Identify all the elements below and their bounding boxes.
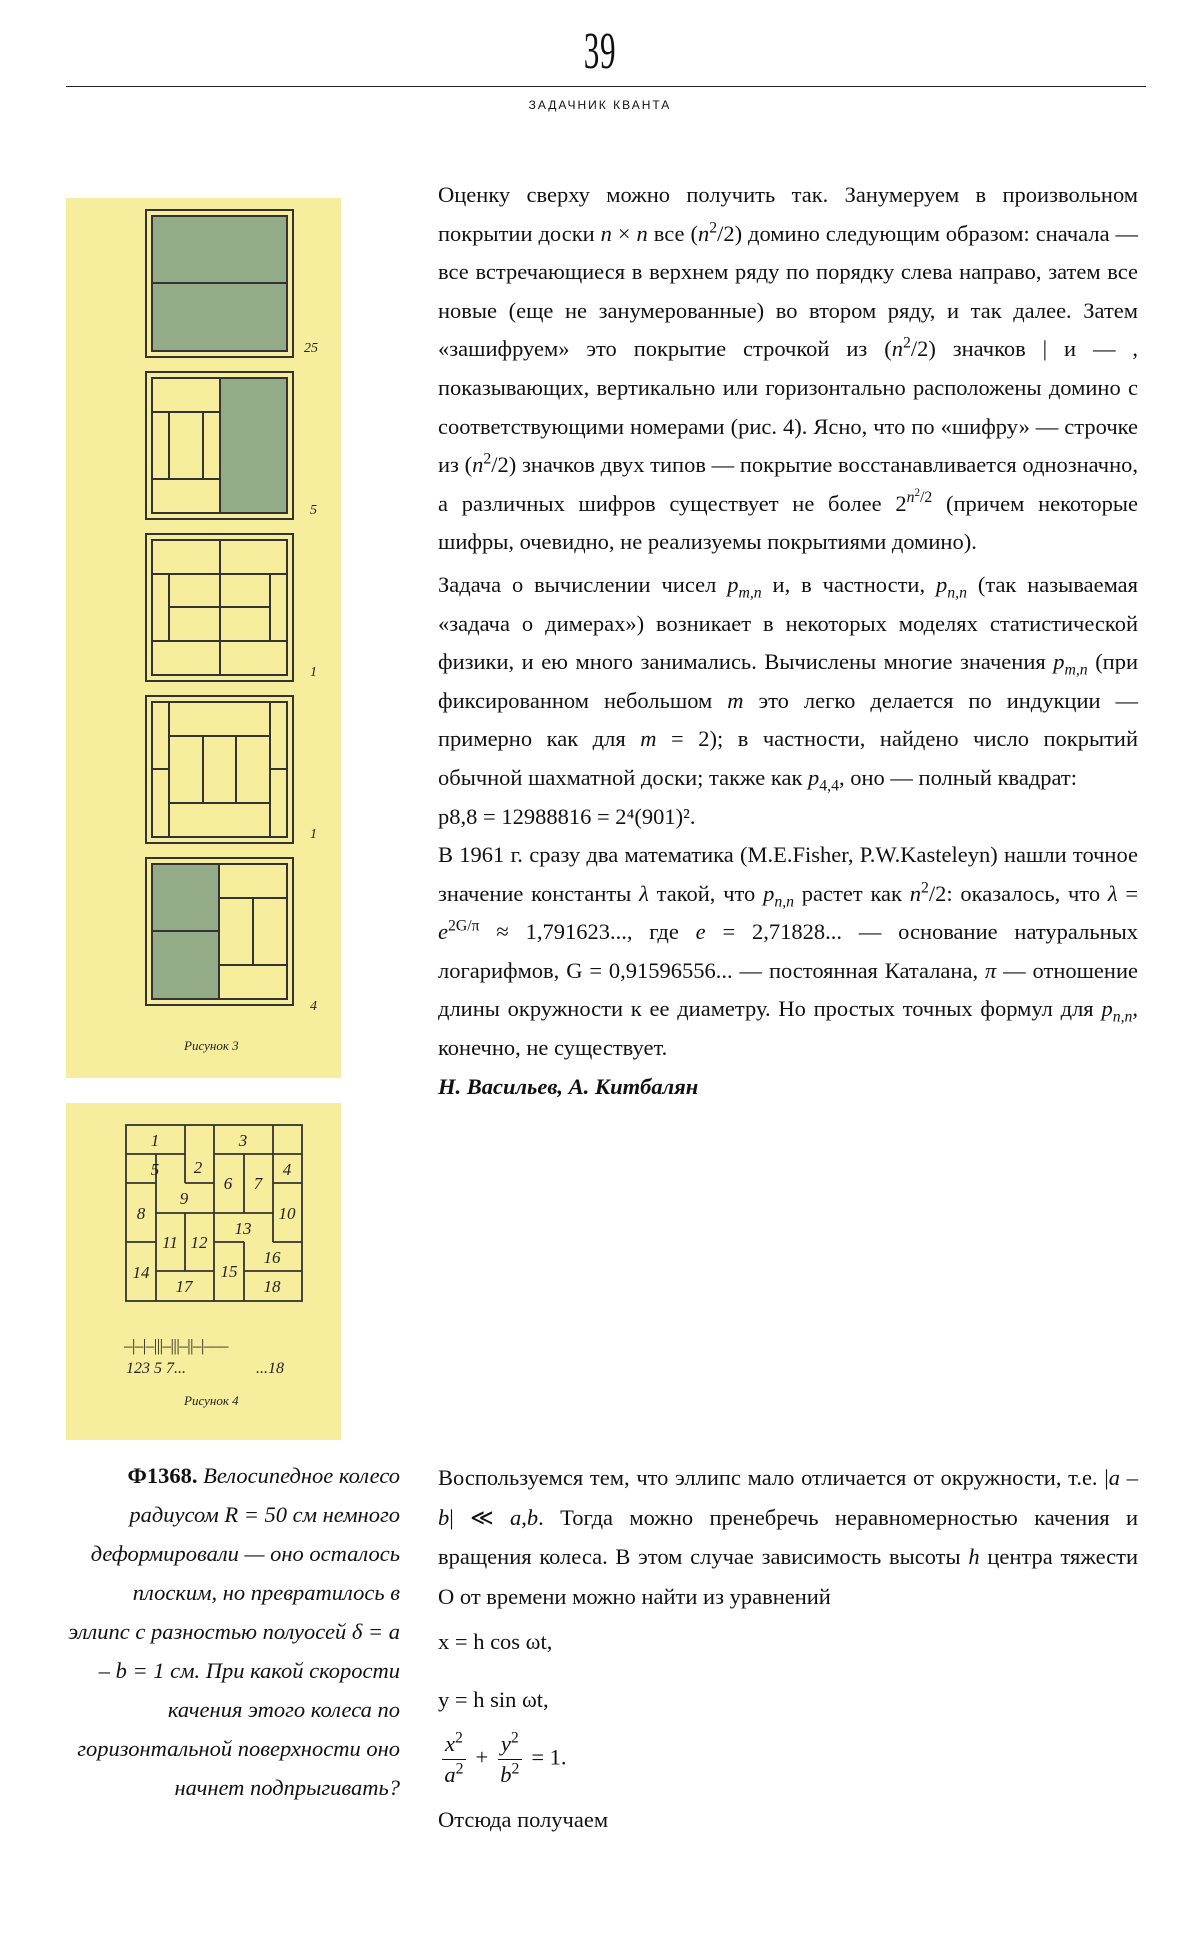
main-text-solution (438, 1458, 1138, 1840)
figure-4-panel (66, 1103, 341, 1440)
count-25: 25 (304, 341, 318, 356)
domino-6: 6 (223, 1174, 233, 1193)
board-1b-inner (152, 702, 287, 837)
equation-x: x = h cos ωt, (438, 1629, 553, 1654)
domino-16: 16 (263, 1248, 281, 1267)
domino-11: 11 (162, 1233, 178, 1252)
domino-3: 3 (238, 1131, 248, 1150)
problem-f1368 (66, 1456, 400, 1807)
figure-4-code-left: 123 5 7... (126, 1360, 186, 1377)
board-5-green (220, 378, 287, 513)
figure-3-panel (66, 198, 341, 1078)
equation-ellipse: $\frac{x^2}{a^2}$ + $\frac{y^2}{b^2}$ = 1. (438, 1729, 1138, 1790)
solution-conclusion: Отсюда получаем (438, 1807, 609, 1832)
domino-1: 1 (150, 1131, 160, 1150)
domino-13: 13 (234, 1219, 252, 1238)
domino-17: 17 (175, 1277, 193, 1296)
domino-2: 2 (193, 1158, 203, 1177)
count-5: 5 (310, 503, 317, 518)
domino-9: 9 (179, 1189, 189, 1208)
paragraph-dimers: Задача о вычислении чисел $p_{m,n}$ и, в частности, $p_{n,n}$ (так называемая «задача о димерах») возникает в некоторых моделях статистической физики, и ею много занимались. Вычислены многие значения $p_{m,n}$ (при фиксированном небольшом m это легко делается по индукции — примерно как для m = 2); в частности, найдено число покрытий обычной шахматной доски; также как $p_{4,4}$, оно — полный квадрат: (438, 571, 1139, 795)
figure-4-caption: Рисунок 4 (184, 1393, 239, 1408)
problem-id: Ф1368. (127, 1463, 198, 1488)
domino-8: 8 (136, 1204, 146, 1223)
count-4: 4 (310, 999, 317, 1014)
count-1a: 1 (310, 665, 317, 680)
paragraph-upper-bound: Оценку сверху можно получить так. Занумеруем в произвольном покрытии доски n × n все $(n^2/2)$ домино следующим образом: сначала — все встречающиеся в верхнем ряду по порядку слева направо, затем все новые (еще не занумерованные) во втором ряду, и так далее. Затем «зашифруем» это покрытие строчкой из $(n^2/2)$ значков | и — , показывающих, вертикально или горизонтально расположены домино с соответствующими номерами (рис. 4). Ясно, что по «шифру» — строчке из $(n^2/2)$ значков двух типов — покрытие восстанавливается однозначно, а различных шифров существует не более $2^{n^2/2}$ (причем некоторые шифры, очевидно, не реализуемы покрытиями домино). (438, 182, 1139, 555)
paragraph-solution: Воспользуемся тем, что эллипс мало отличается от окружности, т.е. |a – b| ≪ a,b. Тогда можно пренебречь неравномерностью качения и вращения колеса. В этом случае зависимость высоты h центра тяжести O от времени можно найти из уравнений (438, 1465, 1139, 1609)
authors: Н. Васильев, А. Китбалян (438, 1073, 699, 1099)
figure-4-drawing (66, 1103, 341, 1440)
domino-15: 15 (220, 1262, 238, 1281)
main-text-upper (438, 176, 1138, 1106)
figure-3-caption: Рисунок 3 (184, 1038, 239, 1053)
figure-3-drawing (66, 198, 341, 1078)
equation-y: y = h sin ωt, (438, 1686, 549, 1712)
count-1b: 1 (310, 827, 317, 842)
domino-10: 10 (278, 1204, 296, 1223)
domino-18: 18 (263, 1277, 281, 1296)
domino-14: 14 (132, 1263, 150, 1282)
problem-text-b: δ = a – b = 1 см. (98, 1619, 400, 1683)
domino-7: 7 (253, 1174, 263, 1193)
problem-text-a: Велосипедное колесо радиусом R = 50 см немного деформировали — оно осталось плоским, но превратилось в эллипс с разностью полуосей (68, 1463, 400, 1644)
running-head: ЗАДАЧНИК КВАНТА (528, 98, 672, 112)
figure-4-code-right: ...18 (256, 1360, 284, 1377)
domino-4: 4 (282, 1160, 292, 1179)
page-number: 39 (583, 23, 617, 80)
domino-5: 5 (150, 1160, 160, 1179)
formula-p88: p8,8 = 12988816 = 2⁴(901)². (438, 803, 696, 829)
domino-12: 12 (190, 1233, 208, 1252)
problem-text-c: При какой скорости качения этого колеса по горизонтальной поверхности оно начнет подпрыгивать? (77, 1658, 400, 1800)
figure-4-code: –|–|–|||–|||–||–|––– (124, 1336, 228, 1355)
paragraph-fisher: В 1961 г. сразу два математика (M.E.Fisher, P.W.Kasteleyn) нашли точное значение константы λ такой, что $p_{n,n}$ растет как $n^2/2$: оказалось, что $\lambda = e^{2G/\pi} \approx 1,791623$..., где e = 2,71828... — основание натуральных логарифмов, G = 0,91596556... — постоянная Каталана, π — отношение длины окружности к ее диаметру. Но простых точных формул для $p_{n,n}$, конечно, не существует. (438, 842, 1139, 1061)
header-rule (66, 86, 1146, 87)
